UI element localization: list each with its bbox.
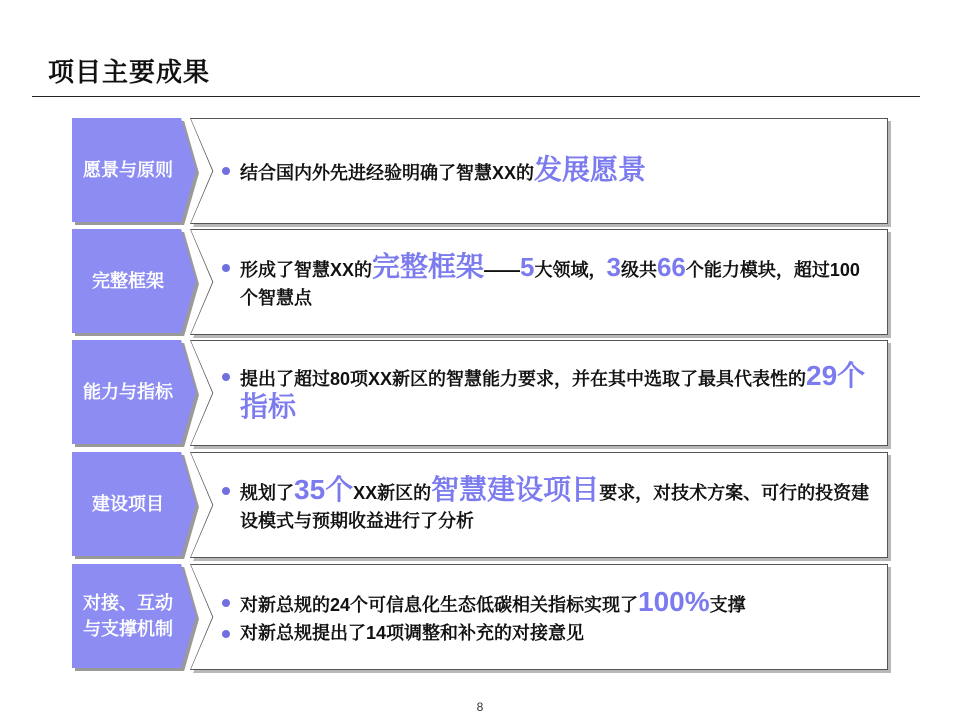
row-tab-label: 建设项目: [92, 494, 164, 514]
result-row-capability: [72, 340, 888, 446]
bullet-item: 规划了35个XX新区的智慧建设项目要求，对技术方案、可行的投资建设模式与预期收益进行了分析: [218, 476, 874, 535]
bullet-item: 对新总规提出了14项调整和补充的对接意见: [218, 619, 874, 647]
bullet-dot-icon: [222, 373, 230, 381]
page-number: 8: [476, 700, 484, 714]
bullet-dot-icon: [222, 630, 230, 638]
bullet-dot-icon: [222, 487, 230, 495]
highlight-text: 29个指标: [240, 360, 866, 422]
row-tab-label: 完整框架: [92, 271, 164, 291]
highlight-number: 3: [606, 251, 621, 282]
row-tab-label: 愿景与原则: [83, 160, 173, 180]
highlight-number: 66: [656, 251, 686, 282]
page-title: 项目主要成果: [48, 57, 211, 87]
bullet-item: 结合国内外先进经验明确了智慧XX的发展愿景: [218, 156, 874, 187]
highlight-text: 发展愿景: [534, 153, 647, 185]
highlight-text: 100%: [638, 585, 710, 617]
row-tab-label: 对接、互动 与支撑机制: [83, 593, 173, 639]
bullet-item: 形成了智慧XX的完整框架——5大领域，3级共66个能力模块，超过100个智慧点: [218, 253, 874, 312]
result-row-framework: [72, 229, 888, 335]
highlight-text: 完整框架: [372, 250, 485, 282]
bullet-item: 提出了超过80项XX新区的智慧能力要求，并在其中选取了最具代表性的29个指标: [218, 362, 874, 424]
bullet-dot-icon: [222, 167, 230, 175]
bullet-dot-icon: [222, 264, 230, 272]
row-tab-label: 能力与指标: [83, 382, 173, 402]
result-row-mechanism: [72, 564, 888, 670]
result-row-projects: [72, 452, 888, 558]
bullet-item: 对新总规的24个可信息化生态低碳相关指标实现了100%支撑: [218, 588, 874, 619]
bullet-dot-icon: [222, 599, 230, 607]
highlight-number: 5: [520, 251, 535, 282]
title-divider: [32, 96, 920, 97]
highlight-text: 35个: [294, 473, 354, 505]
highlight-text: 智慧建设项目: [431, 473, 600, 505]
result-row-vision: [72, 118, 888, 224]
